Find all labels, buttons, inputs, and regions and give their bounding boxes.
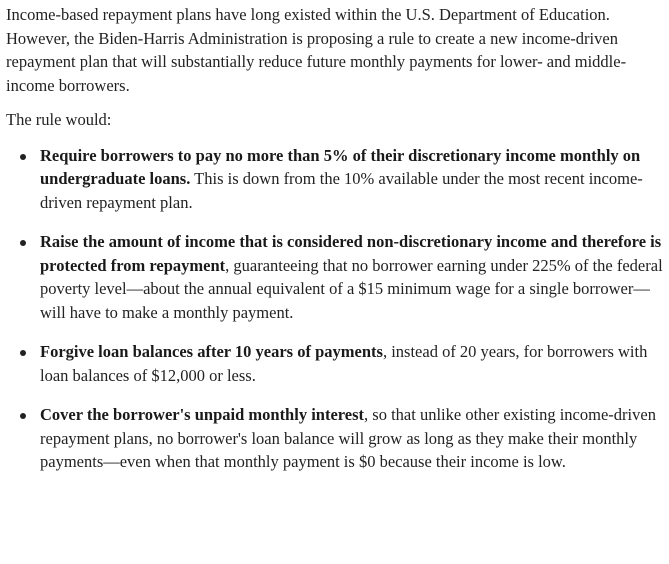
list-item-text: , guaranteeing that no borrower earning under 225% of the federal poverty level—about the annual equivalent of a $15 minimum wage for a single borrower—will have to make a monthly payment.: [40, 255, 663, 322]
bullet-icon: [20, 154, 26, 160]
list-item-bold: Require borrowers to pay no more than 5% of their discretionary income monthly on undergraduate loans.: [40, 145, 641, 188]
bullet-icon: [20, 350, 26, 356]
list-item-bold: Cover the borrower's unpaid monthly interest: [40, 405, 365, 424]
list-item-text: , so that unlike other existing income-driven repayment plans, no borrower's loan balance will grow as long as they make their monthly payments—even when that monthly payment is $0 because their income is low.: [40, 405, 656, 471]
list-item: [6, 144, 663, 215]
bullet-icon: [20, 413, 26, 419]
list-item: [6, 340, 663, 387]
list-item-bold: Raise the amount of income that is considered non-discretionary income and therefore is protected from repayment: [40, 232, 662, 275]
list-item-text: , instead of 20 years, for borrowers with loan balances of $12,000 or less.: [40, 342, 648, 385]
list-item: [6, 230, 663, 324]
bullet-icon: [20, 240, 26, 246]
list-item-bold: Forgive loan balances after 10 years of payments: [40, 342, 383, 361]
proposal-list: [6, 144, 663, 474]
list-item: [6, 403, 663, 474]
intro-paragraph: Income-based repayment plans have long existed within the U.S. Department of Education. However, the Biden-Harris Administration is proposing a rule to create a new income-driven repayment plan that will substantially reduce future monthly payments for lower- and middle-income borrowers.: [6, 5, 627, 95]
list-item-text: This is down from the 10% available under the most recent income-driven repayment plan.: [40, 169, 643, 212]
list-lead-in: The rule would:: [6, 110, 112, 129]
